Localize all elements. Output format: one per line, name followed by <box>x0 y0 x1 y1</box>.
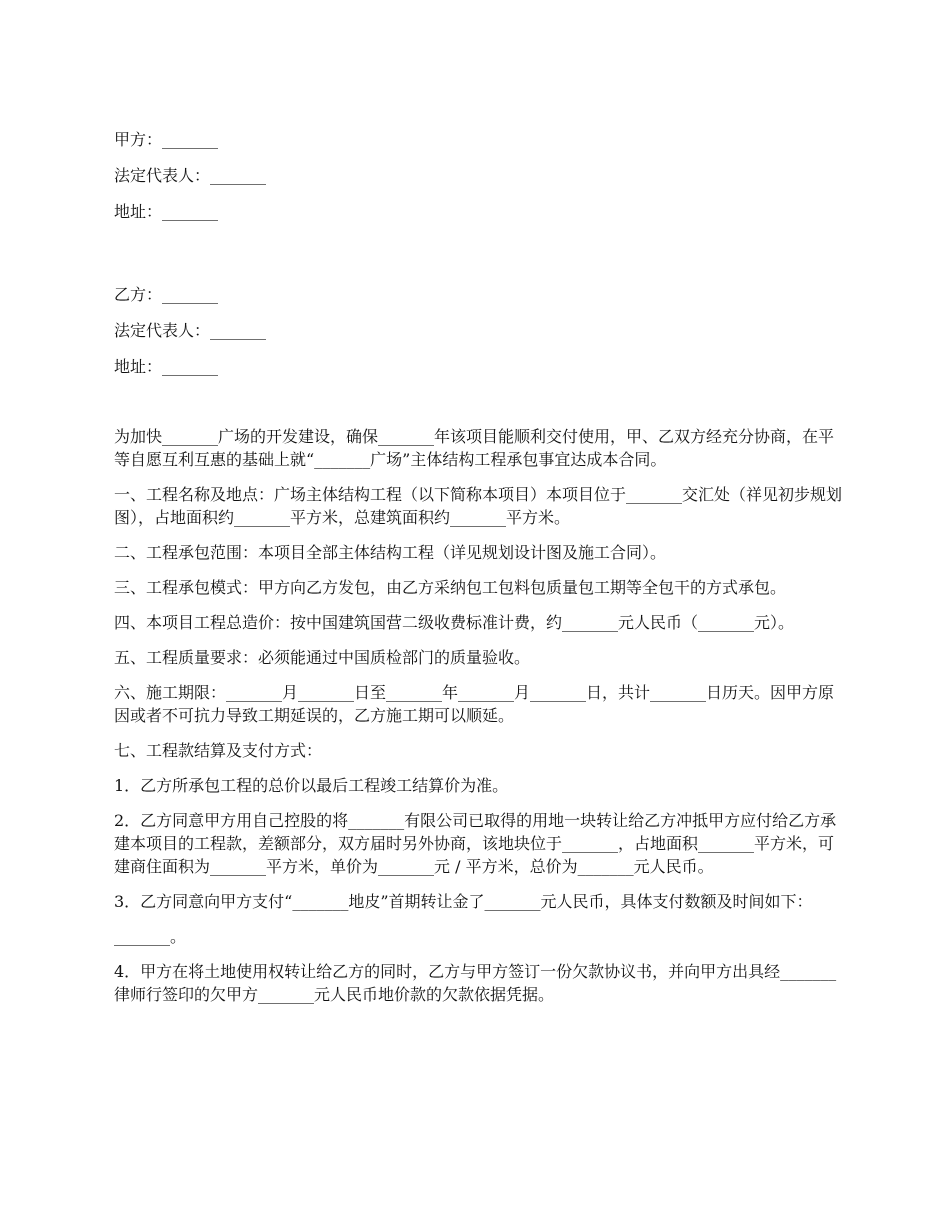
subclause-4: 4．甲方在将土地使用权转让给乙方的同时，乙方与甲方签订一份欠款协议书，并向甲方出具经_______律师行签印的欠甲方_______元人民币地价款的欠款依据凭据。 <box>114 962 837 1004</box>
preamble-paragraph: 为加快_______广场的开发建设，确保_______年该项目能顺利交付使用，甲、乙双方经充分协商，在平等自愿互利互惠的基础上就“_______广场”主体结构工程承包事宜达成本合同。 <box>114 427 835 469</box>
subclause-3: 3．乙方同意向甲方支付“_______地皮”首期转让金了_______元人民币，具体支付数额及时间如下： <box>114 892 813 911</box>
party-b-representative: 法定代表人：_______ <box>114 321 267 340</box>
contract-clauses <box>114 425 842 1006</box>
payment-detail-blank: _______。 <box>114 927 187 946</box>
party-a-name: 甲方：_______ <box>114 130 219 149</box>
clause-contract-scope: 二、工程承包范围：本项目全部主体结构工程（详见规划设计图及施工合同）。 <box>114 543 667 562</box>
clause-total-cost: 四、本项目工程总造价：按中国建筑国营二级收费标准计费，约_______元人民币（_______元）。 <box>114 613 795 632</box>
contract-body <box>114 128 842 1018</box>
party-a-block <box>114 128 842 223</box>
clause-contract-mode: 三、工程承包模式：甲方向乙方发包，由乙方采纳包工包料包质量包工期等全包干的方式承包。 <box>114 578 787 597</box>
party-b-address: 地址：_______ <box>114 357 219 376</box>
spacer <box>114 391 842 425</box>
spacer <box>114 236 842 283</box>
party-b-block <box>114 283 842 378</box>
subclause-1: 1．乙方所承包工程的总价以最后工程竣工结算价为准。 <box>114 776 509 795</box>
party-a-representative: 法定代表人：_______ <box>114 166 267 185</box>
party-b-name: 乙方：_______ <box>114 285 219 304</box>
clause-construction-period: 六、施工期限：_______月_______日至_______年_______月_______日，共计_______日历天。因甲方原因或者不可抗力导致工期延误的，乙方施工期可以顺延。 <box>114 683 835 725</box>
subclause-2: 2．乙方同意甲方用自己控股的将_______有限公司已取得的用地一块转让给乙方冲抵甲方应付给乙方承建本项目的工程款，差额部分，双方届时另外协商，该地块位于_______，占地面积_______平方米，可建商住面积为_______平方米，单价为_______元 / 平方米，总价为_______元人民币。 <box>114 811 837 876</box>
clause-quality-requirement: 五、工程质量要求：必须能通过中国质检部门的质量验收。 <box>114 648 531 667</box>
clause-project-name-location: 一、工程名称及地点：广场主体结构工程（以下简称本项目）本项目位于_______交汇处（祥见初步规划图），占地面积约_______平方米，总建筑面积约_______平方米。 <box>114 485 843 527</box>
clause-payment-heading: 七、工程款结算及支付方式： <box>114 741 323 760</box>
party-a-address: 地址：_______ <box>114 202 219 221</box>
